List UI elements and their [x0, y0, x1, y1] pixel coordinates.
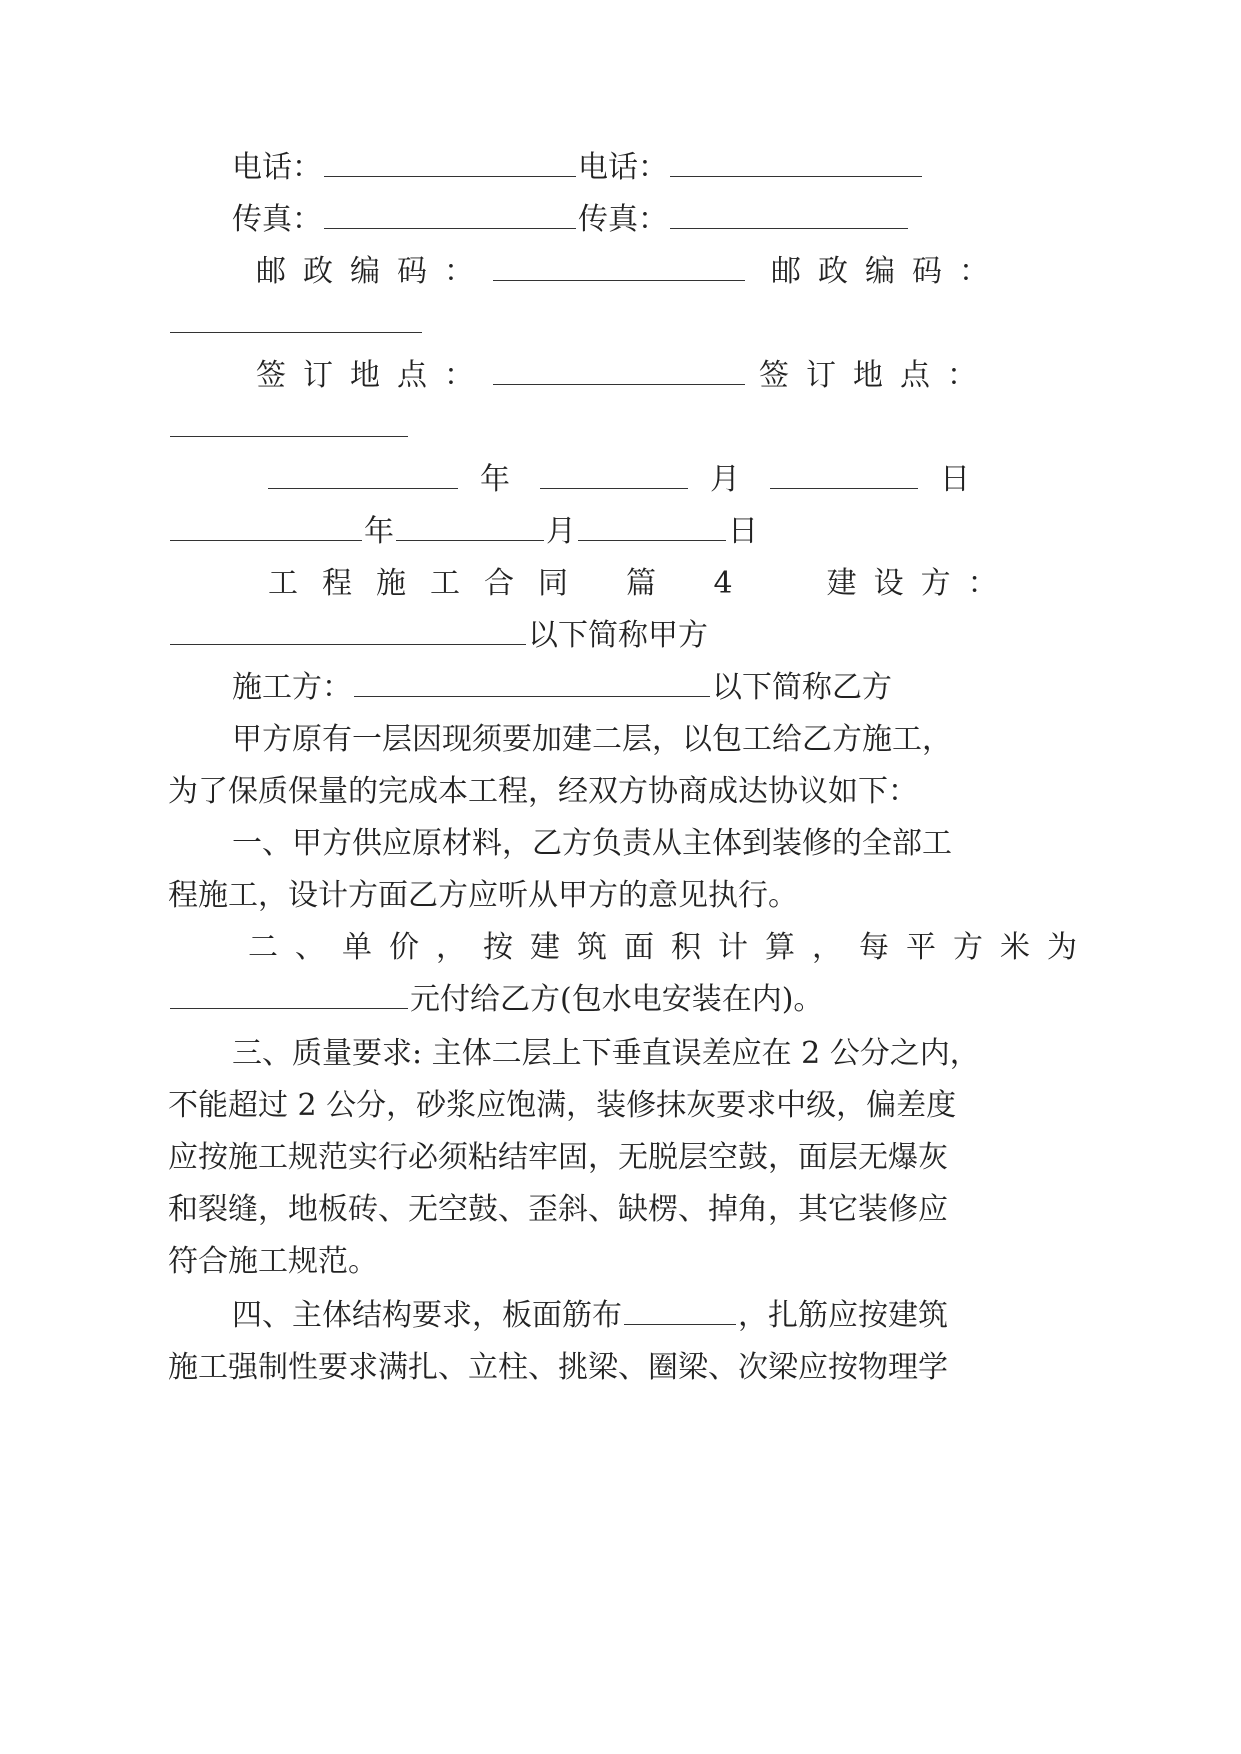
- price-field[interactable]: [170, 986, 408, 1009]
- paragraph-line: 为了保质保量的完成本工程，经双方协商成达协议如下：: [168, 774, 918, 809]
- builder-label: 建设方：: [826, 566, 1015, 601]
- phone-line: [232, 148, 924, 188]
- fax-field-a[interactable]: [324, 206, 576, 229]
- contractor-label: 施工方：: [232, 670, 352, 705]
- price-continuation: [168, 980, 823, 1020]
- sign-place-label-a: 签订地点：: [256, 358, 491, 393]
- postcode-continuation: [168, 304, 424, 344]
- paragraph-line: 程施工，设计方面乙方应听从甲方的意见执行。: [168, 878, 798, 913]
- rebar-text-b: ，扎筋应按建筑: [738, 1298, 948, 1333]
- contract-heading-line: [268, 564, 1015, 604]
- month-field-a[interactable]: [540, 466, 688, 489]
- rebar-text-a: 四、主体结构要求，板面筋布: [232, 1298, 622, 1333]
- contractor-suffix: 以下简称乙方: [712, 670, 892, 705]
- sign-place-continuation: [168, 408, 410, 448]
- builder-line: [168, 616, 708, 656]
- date-line-b: [168, 512, 758, 552]
- month-label-b: 月: [546, 514, 576, 549]
- postcode-line: [256, 252, 1006, 292]
- price-suffix: 元付给乙方(包水电安装在内)。: [410, 982, 824, 1017]
- year-field-a[interactable]: [268, 466, 458, 489]
- phone-label-a: 电话：: [232, 150, 322, 185]
- rebar-line: [232, 1296, 948, 1336]
- phone-label-b: 电话：: [578, 150, 668, 185]
- paragraph-line: 和裂缝，地板砖、无空鼓、歪斜、缺楞、掉角，其它装修应: [168, 1192, 948, 1227]
- contract-title: 工程施工合同: [268, 566, 592, 601]
- fax-line: [232, 200, 910, 240]
- year-label-b: 年: [364, 514, 394, 549]
- contract-part: 篇 4: [626, 566, 757, 601]
- postcode-label-b: 邮政编码：: [771, 254, 1006, 289]
- price-line: [248, 928, 1094, 968]
- sign-place-field-a[interactable]: [493, 362, 745, 385]
- phone-field-b[interactable]: [670, 154, 922, 177]
- builder-field[interactable]: [170, 622, 526, 645]
- paragraph-line: 施工强制性要求满扎、立柱、挑梁、圈梁、次梁应按物理学: [168, 1350, 948, 1385]
- day-label-a: 日: [940, 462, 970, 497]
- month-label-a: 月: [710, 462, 740, 497]
- year-field-b[interactable]: [170, 518, 362, 541]
- postcode-field-b[interactable]: [170, 310, 422, 333]
- month-field-b[interactable]: [396, 518, 544, 541]
- fax-label-a: 传真：: [232, 202, 322, 237]
- postcode-field-a[interactable]: [493, 258, 745, 281]
- fax-field-b[interactable]: [670, 206, 908, 229]
- paragraph-line: 符合施工规范。: [168, 1244, 378, 1279]
- rebar-field[interactable]: [624, 1302, 736, 1325]
- paragraph-line: 三、质量要求: 主体二层上下垂直误差应在 2 公分之内，: [232, 1036, 980, 1071]
- day-field-a[interactable]: [770, 466, 918, 489]
- paragraph-line: 一、甲方供应原材料，乙方负责从主体到装修的全部工: [232, 826, 952, 861]
- sign-place-label-b: 签订地点：: [759, 358, 994, 393]
- postcode-label-a: 邮政编码：: [256, 254, 491, 289]
- date-line-a: [266, 460, 970, 500]
- sign-place-field-b[interactable]: [170, 414, 408, 437]
- contractor-line: [232, 668, 892, 708]
- paragraph-line: 甲方原有一层因现须要加建二层，以包工给乙方施工，: [232, 722, 952, 757]
- paragraph-line: 应按施工规范实行必须粘结牢固，无脱层空鼓，面层无爆灰: [168, 1140, 948, 1175]
- sign-place-line: [256, 356, 994, 396]
- year-label-a: 年: [480, 462, 510, 497]
- day-label-b: 日: [728, 514, 758, 549]
- builder-suffix: 以下简称甲方: [528, 618, 708, 653]
- contractor-field[interactable]: [354, 674, 710, 697]
- paragraph-line: 不能超过 2 公分，砂浆应饱满，装修抹灰要求中级，偏差度: [168, 1088, 957, 1123]
- day-field-b[interactable]: [578, 518, 726, 541]
- price-text: 二、单价，按建筑面积计算，每平方米为: [248, 930, 1094, 965]
- phone-field-a[interactable]: [324, 154, 576, 177]
- fax-label-b: 传真：: [578, 202, 668, 237]
